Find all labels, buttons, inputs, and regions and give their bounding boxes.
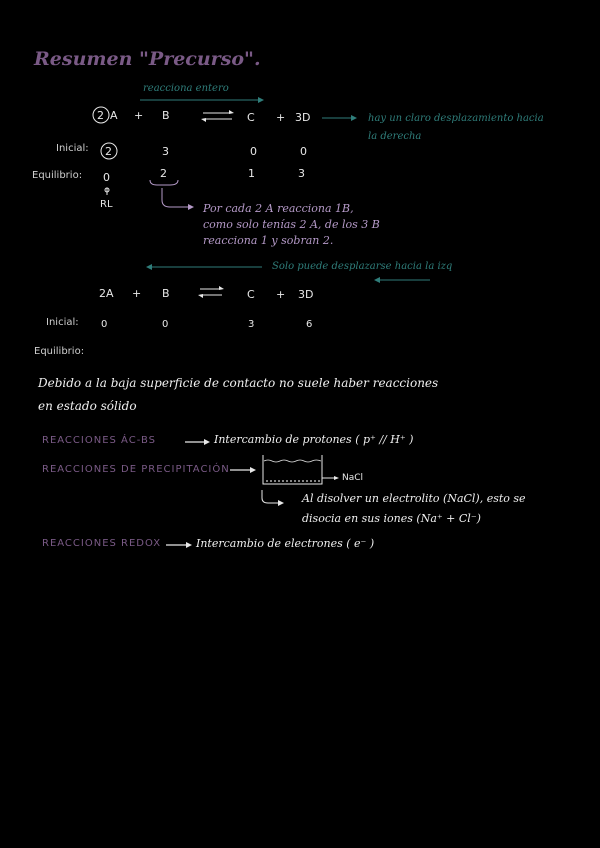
eq2-inicial-a: 0 — [101, 319, 108, 330]
eq2-inicial-d: 6 — [306, 319, 313, 330]
redox-description: Intercambio de electrones ( e⁻ ) — [196, 537, 375, 550]
solid-state-note-line1: Debido a la baja superficie de contacto no suele haber reacciones — [38, 376, 439, 390]
eq1-plus-1: + — [134, 109, 144, 122]
eq2-inicial-label: Inicial: — [46, 317, 79, 328]
eq2-inicial-c: 3 — [248, 319, 255, 330]
eq1-inicial-label: Inicial: — [56, 143, 89, 154]
eq1-inicial-d: 0 — [300, 145, 307, 158]
eq1-inicial-a: 2 — [105, 145, 112, 158]
eq2-equilibrio-label: Equilibrio: — [34, 346, 85, 357]
acid-base-description: Intercambio de protones ( p⁺ // H⁺ ) — [214, 433, 414, 446]
page-title: Resumen "Precurso". — [34, 48, 261, 70]
eq1-equilibrio-label: Equilibrio: — [32, 170, 83, 181]
eq2-plus-1: + — [132, 287, 142, 300]
precipitation-note-line1: Al disolver un electrolito (NaCl), esto se — [302, 492, 526, 505]
eq1-inicial-c: 0 — [250, 145, 257, 158]
eq1-equilibrio-d: 3 — [298, 167, 305, 180]
eq1-coef-2: 2 — [97, 109, 104, 122]
eq1-explain-line2: como solo tenías 2 A, de los 3 B — [203, 218, 380, 231]
eq2-species-b: B — [162, 287, 170, 300]
precipitation-note-line2: disocia en sus iones (Na⁺ + Cl⁻) — [302, 512, 481, 525]
eq1-species-b: B — [162, 109, 170, 122]
eq1-equilibrio-a: 0 — [103, 171, 110, 184]
eq1-species-a: A — [110, 109, 118, 122]
eq2-species-c: C — [247, 288, 255, 301]
beaker-salt-label: NaCl — [342, 473, 364, 483]
eq2-note: Solo puede desplazarse hacia la izq — [272, 261, 453, 272]
eq2-species-a: 2A — [99, 287, 114, 300]
acid-base-reactions-label: REACCIONES ÁC-BS — [42, 435, 156, 446]
eq1-species-c: C — [247, 111, 255, 124]
precipitation-reactions-label: REACCIONES DE PRECIPITACIÓN — [42, 464, 230, 475]
eq1-plus-2: + — [276, 111, 286, 124]
eq1-explain-line3: reacciona 1 y sobran 2. — [203, 234, 334, 247]
eq1-equilibrio-b: 2 — [160, 167, 167, 180]
eq2-species-d: 3D — [298, 288, 314, 301]
eq1-explain-line1: Por cada 2 A reacciona 1B, — [203, 202, 354, 215]
redox-reactions-label: REACCIONES REDOX — [42, 538, 162, 549]
eq1-inicial-b: 3 — [162, 145, 169, 158]
eq2-inicial-b: 0 — [162, 319, 169, 330]
eq1-rl-label: RL — [100, 199, 113, 210]
eq1-species-d: 3D — [295, 111, 311, 124]
solid-state-note-line2: en estado sólido — [38, 399, 137, 413]
eq1-equilibrio-c: 1 — [248, 167, 255, 180]
eq1-right-note-line2: la derecha — [368, 131, 422, 142]
eq2-plus-2: + — [276, 288, 286, 301]
eq1-right-note-line1: hay un claro desplazamiento hacia — [368, 113, 544, 124]
eq1-top-note: reacciona entero — [143, 83, 229, 94]
